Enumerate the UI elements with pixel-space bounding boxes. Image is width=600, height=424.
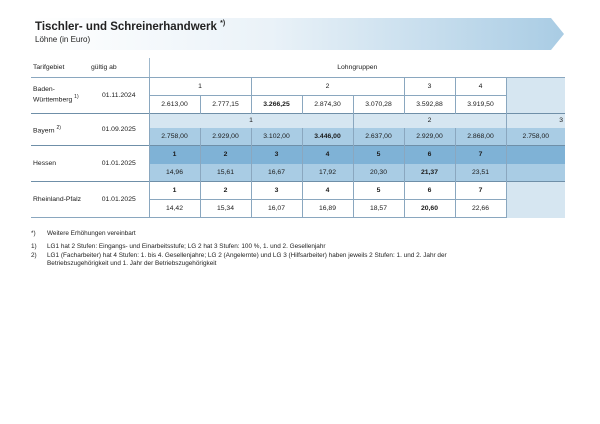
by-value-3: 3.102,00 [251, 128, 302, 146]
rp-group-1: 1 [149, 182, 200, 200]
date-bw: 01.11.2024 [101, 92, 136, 99]
he-value-2: 15,61 [200, 164, 251, 182]
rp-value-7: 22,66 [455, 200, 506, 218]
table-header-row [31, 58, 565, 78]
rp-empty-cell [506, 182, 565, 218]
he-group-6: 6 [404, 146, 455, 164]
region-by-footnote: 2) [56, 124, 61, 131]
region-bw [31, 78, 89, 114]
bw-value-2: 2.777,15 [200, 96, 251, 114]
title-text: Tischler- und Schreinerhandwerk [35, 20, 217, 33]
bw-value-6: 3.592,88 [404, 96, 455, 114]
page-title [35, 20, 225, 33]
by-value-1: 2.758,00 [149, 128, 200, 146]
he-group-4: 4 [302, 146, 353, 164]
he-value-6: 21,37 [404, 164, 455, 182]
region-by [31, 114, 89, 146]
by-value-2: 2.929,00 [200, 128, 251, 146]
rp-value-2: 15,34 [200, 200, 251, 218]
rp-group-5: 5 [353, 182, 404, 200]
region-rp: Rheinland-Pfalz [31, 182, 89, 218]
region-bw-name: Baden-Württemberg [33, 85, 73, 104]
date-by: 01.09.2025 [89, 114, 149, 146]
bw-value-3: 3.266,25 [251, 96, 302, 114]
rp-value-5: 18,57 [353, 200, 404, 218]
region-by-name: Bayern [33, 127, 55, 135]
title-footnote-mark: *) [220, 20, 226, 27]
rp-group-3: 3 [251, 182, 302, 200]
bw-value-4: 2.874,30 [302, 96, 353, 114]
bw-group-2: 2 [251, 78, 404, 96]
he-group-1: 1 [149, 146, 200, 164]
footnote-3 [31, 252, 571, 269]
by-value-8: 2.758,00 [506, 128, 565, 146]
page-subtitle: Löhne (in Euro) [35, 35, 91, 44]
footnote-3-text [47, 252, 571, 269]
rp-group-6: 6 [404, 182, 455, 200]
header-gueltig-ab: gültig ab [89, 58, 149, 78]
wage-table [31, 58, 565, 218]
he-value-3: 16,67 [251, 164, 302, 182]
by-value-6: 2.929,00 [404, 128, 455, 146]
by-value-5: 2.637,00 [353, 128, 404, 146]
bw-group-3: 3 [404, 78, 455, 96]
footnote-1-key: *) [31, 230, 36, 237]
date-rp: 01.01.2025 [89, 182, 149, 218]
rp-value-6: 20,60 [404, 200, 455, 218]
he-value-5: 20,30 [353, 164, 404, 182]
by-value-7: 2.868,00 [455, 128, 506, 146]
footnote-1 [31, 230, 571, 238]
rp-group-2: 2 [200, 182, 251, 200]
he-value-4: 17,92 [302, 164, 353, 182]
he-group-7: 7 [455, 146, 506, 164]
bw-value-5: 3.070,28 [353, 96, 404, 114]
bw-value-1: 2.613,00 [149, 96, 200, 114]
header-tarifgebiet: Tarifgebiet [31, 58, 89, 78]
rp-value-1: 14,42 [149, 200, 200, 218]
bw-value-7: 3.919,50 [455, 96, 506, 114]
footnote-2 [31, 243, 571, 251]
he-value-1: 14,96 [149, 164, 200, 182]
table-row-by-groups [31, 114, 565, 128]
region-he: Hessen [31, 146, 89, 182]
he-group-3: 3 [251, 146, 302, 164]
footnote-2-text: LG1 hat 2 Stufen: Eingangs- und Einarbeitsstufe; LG 2 hat 3 Stufen: 100 %, 1. und 2. Gesellenjahr [47, 243, 326, 251]
by-value-4: 3.446,00 [302, 128, 353, 146]
by-group-1: 1 [149, 114, 353, 128]
by-group-2: 2 [353, 114, 506, 128]
rp-group-4: 4 [302, 182, 353, 200]
bw-group-4: 4 [455, 78, 506, 96]
header-lohngruppen: Lohngruppen [149, 58, 565, 78]
table-row-he-groups [31, 146, 565, 164]
rp-value-3: 16,07 [251, 200, 302, 218]
region-bw-footnote: 1) [74, 94, 79, 101]
bw-empty-cell [506, 78, 565, 114]
footnote-2-key: 1) [31, 243, 37, 251]
footnote-3-line-1: LG1 (Facharbeiter) hat 4 Stufen: 1. bis 4. Gesellenjahre; LG 2 (Angelernte) und LG 3 (Hilfsarbeiter) haben jeweils 2 Stufen: 1. und 2. Jahr der [47, 251, 447, 259]
bw-group-1: 1 [149, 78, 251, 96]
footnote-1-text: Weitere Erhöhungen vereinbart [47, 230, 136, 237]
rp-group-7: 7 [455, 182, 506, 200]
by-group-3: 3 [506, 114, 565, 128]
rp-value-4: 16,89 [302, 200, 353, 218]
footnote-3-key: 2) [31, 251, 37, 259]
he-group-empty [506, 146, 565, 164]
he-value-empty [506, 164, 565, 182]
he-group-5: 5 [353, 146, 404, 164]
he-group-2: 2 [200, 146, 251, 164]
date-he: 01.01.2025 [89, 146, 149, 182]
table-row-rp-groups [31, 182, 565, 200]
table-row-bw-groups [31, 78, 565, 96]
title-banner [31, 18, 564, 50]
footnotes [31, 230, 571, 268]
footnote-3-line-2: Betriebszugehörigkeit und 1. Jahr der Betriebszugehörigkeit [47, 259, 217, 267]
he-value-7: 23,51 [455, 164, 506, 182]
